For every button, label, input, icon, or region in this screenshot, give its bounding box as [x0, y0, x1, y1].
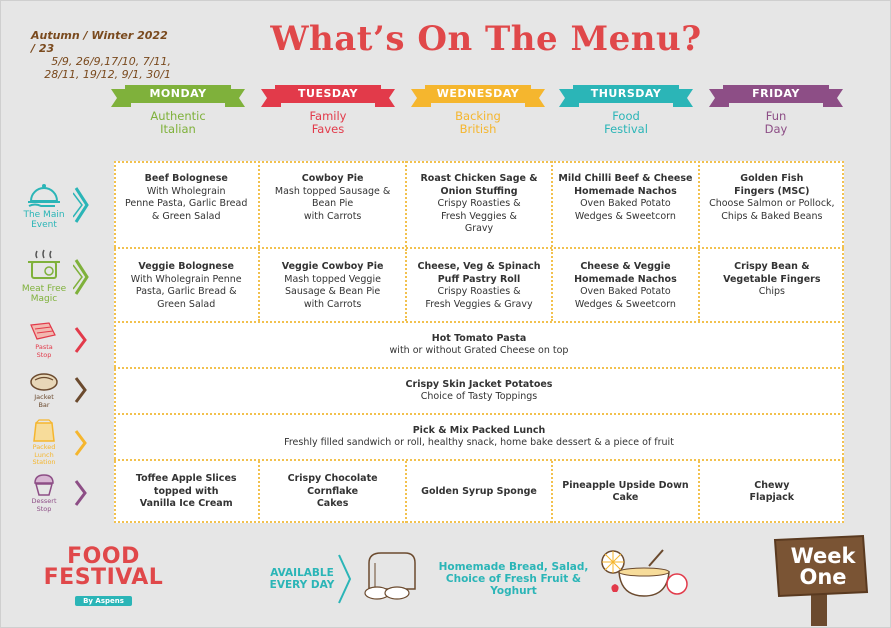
dish-title: Cowboy Pie — [301, 173, 364, 184]
jacket-title: Crispy Skin Jacket Potatoes — [405, 378, 553, 390]
category-label: Packed — [32, 443, 56, 451]
dessert-cell-wednesday — [407, 461, 553, 523]
dessert-line: Vanilla Ice Cream — [139, 498, 233, 510]
dish-title: Veggie Bolognese — [138, 261, 234, 272]
dessert-line: Cakes — [316, 498, 349, 510]
packed-title: Pick & Mix Packed Lunch — [412, 424, 546, 436]
chevron-right-icon — [73, 375, 89, 405]
day-header-friday — [709, 85, 843, 136]
dish-desc: Oven Baked Potato — [580, 286, 671, 297]
jacket-cell — [114, 369, 844, 413]
category-jacket — [19, 371, 114, 409]
chevron-right-icon — [73, 257, 91, 297]
menu-cell-tuesday — [260, 161, 406, 247]
logo-word: FOOD — [67, 544, 140, 569]
category-label: Station — [32, 458, 56, 466]
dish-desc: Gravy — [464, 223, 494, 234]
dessert-line: Crispy Chocolate Cornflake — [287, 473, 378, 497]
dish-desc: & Green Salad — [151, 210, 221, 222]
day-ribbon — [559, 85, 693, 107]
day-theme-line: Backing — [455, 109, 501, 123]
menu-cell-thursday — [553, 161, 699, 247]
day-name: FRIDAY — [723, 85, 829, 103]
lunch-bag-icon — [31, 419, 57, 443]
dish-desc: Sausage & Bean Pie — [285, 286, 381, 297]
pasta-title: Hot Tomato Pasta — [431, 332, 527, 344]
pasta-cell — [114, 323, 844, 367]
day-header-thursday — [559, 85, 693, 136]
day-theme-line: Day — [764, 122, 788, 136]
week-number: One — [799, 565, 847, 589]
page-title: What’s On The Menu? — [270, 19, 702, 59]
chevron-right-icon — [73, 428, 89, 458]
dish-desc: Pasta, Garlic Bread & — [135, 286, 237, 297]
dessert-cell-monday — [114, 461, 260, 523]
dessert-cell-tuesday — [260, 461, 406, 523]
day-ribbon — [411, 85, 545, 107]
always-line: Choice of Fresh Fruit & Yoghurt — [445, 573, 582, 597]
jacket-desc: Choice of Tasty Toppings — [420, 391, 538, 402]
dish-title: Puff Pastry Roll — [437, 273, 521, 285]
category-packed-lunch — [19, 419, 114, 467]
dish-desc: Crispy Roasties & — [437, 286, 521, 297]
category-label: Event — [31, 220, 57, 230]
category-main-event — [19, 179, 114, 230]
category-label: Pasta — [35, 343, 53, 351]
dessert-line: Golden Syrup Sponge — [421, 485, 537, 497]
dish-desc: Wedges & Sweetcorn — [574, 210, 676, 222]
day-theme-line: Festival — [604, 122, 648, 136]
dessert-cell-friday — [700, 461, 844, 523]
category-pasta — [19, 321, 114, 359]
day-theme — [709, 110, 843, 136]
category-label: Stop — [36, 350, 52, 359]
dessert-line: Pineapple Upside Down — [562, 479, 689, 491]
chevron-right-icon — [73, 325, 89, 355]
dish-title: Golden Fish — [740, 173, 804, 184]
dish-desc: Crispy Roasties & — [437, 198, 521, 209]
menu-cell-monday — [114, 161, 260, 247]
dessert-line: Cake — [612, 492, 639, 503]
dish-title: Crispy Bean & — [734, 261, 810, 272]
menu-cell-friday — [700, 249, 844, 321]
week-word: Week — [790, 544, 856, 568]
row-main-event — [114, 161, 844, 249]
dish-title: Vegetable Fingers — [723, 273, 821, 285]
menu-cell-thursday — [553, 249, 699, 321]
dish-desc: Green Salad — [157, 298, 216, 310]
category-label: Stop — [36, 504, 52, 513]
category-label: Meat Free — [21, 284, 67, 294]
logo-by: By Aspens — [75, 596, 132, 606]
dish-desc: with Carrots — [303, 298, 362, 310]
available-every-day — [269, 567, 335, 591]
packed-cell — [114, 415, 844, 459]
bread-icon — [361, 549, 421, 601]
category-label: The Main — [23, 210, 65, 220]
category-meat-free — [19, 249, 114, 304]
menu-cell-monday — [114, 249, 260, 321]
potato-icon — [29, 371, 59, 393]
dish-title: Cheese, Veg & Spinach — [417, 261, 541, 272]
cloche-icon — [25, 179, 63, 209]
category-label: Magic — [30, 294, 58, 304]
dish-title: Mild Chilli Beef & Cheese — [558, 173, 693, 184]
row-jacket — [114, 369, 844, 415]
day-theme-line: British — [459, 122, 497, 136]
menu-cell-tuesday — [260, 249, 406, 321]
row-meat-free — [114, 249, 844, 323]
menu-cell-wednesday — [407, 249, 553, 321]
dish-desc: Wedges & Sweetcorn — [574, 298, 676, 310]
logo-word: FESTIVAL — [43, 565, 164, 590]
menu-cell-wednesday — [407, 161, 553, 247]
category-label: Jacket — [34, 393, 54, 401]
chevron-right-icon — [73, 185, 91, 225]
fruit-yoghurt-icon — [599, 546, 691, 602]
category-label: Lunch — [34, 450, 54, 459]
day-theme-line: Fun — [765, 109, 787, 123]
day-ribbon — [111, 85, 245, 107]
day-name: THURSDAY — [573, 85, 679, 103]
food-festival-logo — [36, 546, 171, 607]
day-theme-line: Food — [612, 109, 640, 123]
chevron-right-icon — [73, 478, 89, 508]
day-theme — [111, 110, 245, 136]
dish-title: Onion Stuffing — [440, 185, 518, 197]
pot-icon — [25, 249, 63, 283]
day-name: TUESDAY — [275, 85, 381, 103]
day-theme-line: Family — [309, 109, 347, 123]
always-available — [426, 561, 601, 597]
dish-title: Veggie Cowboy Pie — [281, 261, 384, 272]
season-dates-2: 28/11, 19/12, 9/1, 30/1 — [44, 68, 171, 81]
day-theme-line: Italian — [160, 122, 196, 136]
dessert-cell-thursday — [553, 461, 699, 523]
dish-desc: Chips — [758, 286, 785, 297]
row-pasta — [114, 323, 844, 369]
dessert-line: Chewy — [754, 479, 790, 491]
pasta-desc: with or without Grated Cheese on top — [389, 345, 569, 356]
dish-title: Homemade Nachos — [574, 185, 677, 197]
dish-desc: Bean Pie — [311, 198, 354, 209]
available-line: AVAILABLE — [270, 567, 334, 579]
dish-desc: Choose Salmon or Pollock, — [709, 198, 835, 209]
day-name: WEDNESDAY — [425, 85, 531, 103]
row-packed-lunch — [114, 415, 844, 461]
packed-desc: Freshly filled sandwich or roll, healthy snack, home bake dessert & a piece of fruit — [284, 437, 674, 448]
dish-desc: With Wholegrain — [146, 185, 226, 197]
dish-desc: Chips & Baked Beans — [721, 210, 823, 222]
day-theme — [559, 110, 693, 136]
chevron-right-icon — [337, 553, 353, 605]
row-dessert — [114, 461, 844, 523]
always-line: Homemade Bread, Salad, — [438, 561, 589, 573]
dish-desc: Mash topped Sausage & — [274, 185, 391, 197]
available-line: EVERY DAY — [269, 579, 335, 591]
category-label: Bar — [38, 400, 50, 409]
dish-title: Roast Chicken Sage & — [420, 173, 538, 184]
day-header-monday — [111, 85, 245, 136]
dish-desc: Mash topped Veggie — [284, 273, 381, 285]
dish-desc: Oven Baked Potato — [580, 198, 671, 209]
dish-desc: Fresh Veggies & Gravy — [425, 298, 533, 310]
dessert-line: Toffee Apple Slices — [135, 473, 237, 485]
day-header-tuesday — [261, 85, 395, 136]
menu-cell-friday — [700, 161, 844, 247]
dish-desc: Penne Pasta, Garlic Bread — [125, 198, 248, 209]
day-header-wednesday — [411, 85, 545, 136]
day-name: MONDAY — [125, 85, 231, 103]
dish-desc: Fresh Veggies & — [441, 210, 517, 222]
dessert-line: topped with — [153, 485, 219, 497]
season-info — [31, 29, 171, 81]
day-theme — [411, 110, 545, 136]
category-dessert — [19, 473, 114, 513]
day-theme — [261, 110, 395, 136]
season-title: Autumn / Winter 2022 / 23 — [31, 29, 168, 55]
day-ribbon — [709, 85, 843, 107]
dish-desc: With Wholegrain Penne — [130, 273, 242, 285]
dish-title: Homemade Nachos — [574, 273, 677, 285]
season-dates-1: 5/9, 26/9,17/10, 7/11, — [51, 55, 171, 68]
cupcake-icon — [31, 473, 57, 497]
dish-title: Fingers (MSC) — [734, 185, 810, 197]
day-theme-line: Authentic — [150, 109, 206, 123]
day-theme-line: Faves — [311, 122, 345, 136]
dessert-line: Flapjack — [749, 492, 795, 503]
dish-desc: with Carrots — [303, 210, 362, 222]
dish-title: Cheese & Veggie — [580, 261, 671, 272]
week-label — [780, 546, 866, 588]
dish-title: Beef Bolognese — [144, 173, 228, 184]
day-ribbon — [261, 85, 395, 107]
menu-grid — [114, 161, 844, 523]
category-label: Dessert — [31, 497, 57, 505]
pasta-icon — [29, 321, 59, 343]
